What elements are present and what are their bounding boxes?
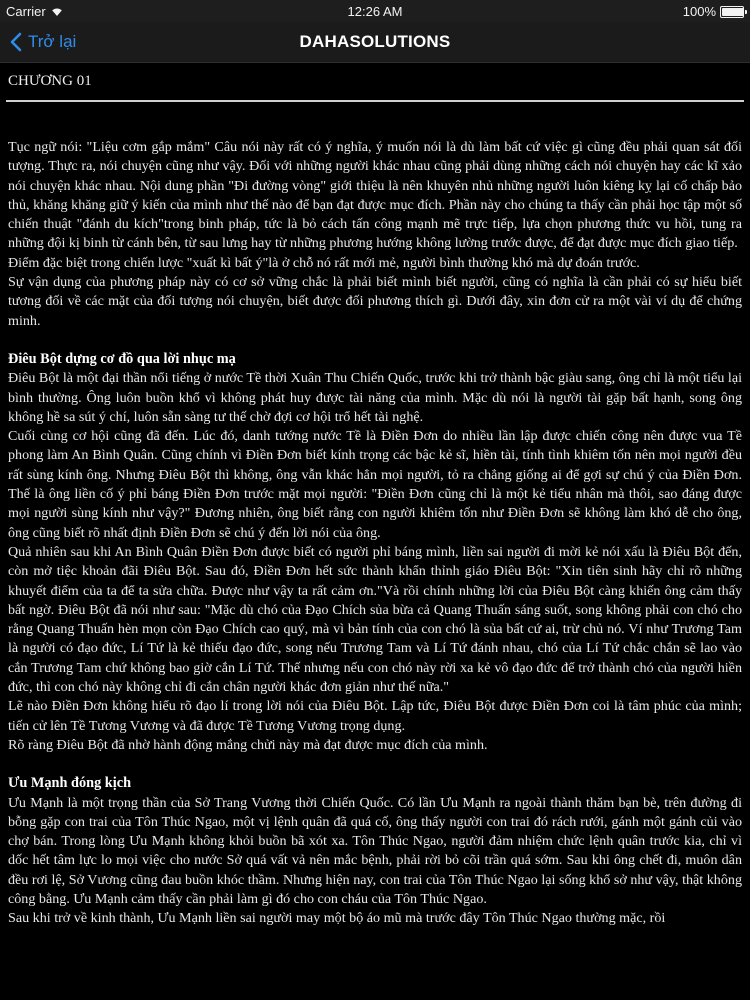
article-body — [0, 138, 750, 929]
paragraph: Lẽ nào Điền Đơn không hiểu rõ đạo lí trong lời nói của Điêu Bột. Lập tức, Điêu Bột được Điền Đơn coi là tâm phúc của mình; tiến cử lên Tề Tương Vương và đã được Tề Tương Vương trọng dụng. — [8, 698, 742, 734]
back-label: Trở lại — [28, 32, 77, 51]
clock: 12:26 AM — [347, 4, 403, 19]
navigation-bar — [0, 22, 750, 63]
paragraph: Cuối cùng cơ hội cũng đã đến. Lúc đó, danh tướng nước Tề là Điền Đơn do nhiều lần lập được chiến công nên được vua Tề phong làm An Bình Quân. Cũng chính vì Điền Đơn biết kính trọng các bậc kẻ sĩ, hiền tài, tính tình khiêm tốn nên mọi người đều rất sùng kính ông. Nhưng Điêu Bột thì không, ông vẫn khác hẳn mọi người, tỏ ra chẳng giống ai để gợi sự chú ý của Điền Đơn. Thế là ông liền cố ý phỉ báng Điền Đơn trước mặt mọi người: "Điền Đơn cũng chỉ là một kẻ tiểu nhân mà thôi, sao đáng được mọi người sùng kính như vậy?" Đương nhiên, ông biết rằng con người khiêm tốn như Điền Đơn sẽ không làm khó dễ cho ông, ông cũng biết rõ nhất định Điền Đơn sẽ chú ý đến lời nói của ông. — [8, 428, 742, 541]
paragraph: Tục ngữ nói: "Liệu cơm gắp mắm" Câu nói này rất có ý nghĩa, ý muốn nói là dù làm bất cứ việc gì cũng đều phải quan sát đối tượng. Thực ra, nói chuyện cũng như vậy. Đối với những người khác nhau cũng phải dùng những cách nói chuyện hay các kĩ xảo nói chuyện khác nhau. Nội dung phần "Đi đường vòng" giới thiệu là nên khuyên nhủ những người luôn kiêng kỵ lại cố chấp bảo thủ, khăng khăng giữ ý kiến của mình như thế nào để bạn đạt được mục đích. Phần này cho chúng ta thấy cần phải học tập một số chiến thuật "đánh du kích"trong binh pháp, tức là bỏ cách tấn công mạnh mẽ trực tiếp, lựa chọn phương thức vu hồi, tung ra những đội kị binh từ cánh bên, từ sau lưng hay từ những phương hướng không lường trước được, để đạt được mục đích giao tiếp. — [8, 139, 742, 252]
battery-level — [722, 8, 744, 16]
divider — [6, 100, 744, 102]
paragraph: Rõ ràng Điêu Bột đã nhờ hành động mắng chửi này mà đạt được mục đích của mình. — [8, 736, 488, 753]
paragraph: Ưu Mạnh là một trọng thần của Sở Trang Vương thời Chiến Quốc. Có lần Ưu Mạnh ra ngoài thành thăm bạn bè, trên đường đi bỗng gặp con trai của Tôn Thúc Ngao, một vị lệnh quân đã quá cố, ông thấy người con trai đó rách rưới, gánh một gánh củi vào chợ bán. Trong lòng Ưu Mạnh không khỏi buồn bã xót xa. Tôn Thúc Ngao, người đảm nhiệm chức lệnh quân trước kia, chỉ vì dốc hết tâm lực lo mọi việc cho nước Sở quá vất vả nên mắc bệnh, phải rời bỏ cõi trần quá sớm. Sau khi ông chết đi, muôn dân đều rơi lệ, Sở Vương cũng đau buồn khóc thầm. Nhưng hiện nay, con trai của Tôn Thúc Ngao lại sống khổ sở như vậy, thật không công bằng. Ưu Mạnh cảm thấy cần phải làm gì đó cho con cháu của Tôn Thúc Ngao. — [8, 794, 742, 907]
page-title: DAHASOLUTIONS — [299, 32, 451, 51]
section-heading: Ưu Mạnh đóng kịch — [8, 775, 132, 792]
paragraph: Điểm đặc biệt trong chiến lược "xuất kì bất ý"là ở chỗ nó rất mới mẻ, người bình thường khó mà dự đoán trước. — [8, 254, 640, 271]
chapter-title: CHƯƠNG 01 — [8, 73, 92, 89]
spacer — [8, 755, 742, 774]
paragraph: Sau khi trở về kinh thành, Ưu Mạnh liền sai người may một bộ áo mũ mà trước đây Tôn Thúc Ngao thường mặc, rồi — [8, 910, 666, 927]
reader-content[interactable] — [0, 63, 750, 1000]
paragraph: Điêu Bột là một đại thần nổi tiếng ở nước Tề thời Xuân Thu Chiến Quốc, trước khi trở thành bậc giàu sang, ông chỉ là một tiểu lại bình thường. Ông luôn buồn khổ vì không phát huy được tài năng của mình. Mặc dù nói là người tài gặp bất hạnh, song ông không hề sa sút ý chí, luôn sẵn sàng tư thế chờ đợi cơ hội trổ hết tài nghệ. — [8, 370, 742, 425]
paragraph: Quả nhiên sau khi An Bình Quân Điền Đơn được biết có người phỉ báng mình, liền sai người đi mời kẻ nói xấu là Điêu Bột đến, còn mở tiệc khoản đãi Điêu Bột. Sau đó, Điền Đơn hết sức thành khẩn thỉnh giáo Điêu Bột: "Xin tiên sinh hãy chỉ rõ những khuyết điểm của ta để ta sửa chữa. Được như vậy ta rất cảm ơn."Và rồi chính những lời của Điêu Bột càng khiến ông cảm thấy bất ngờ. Điêu Bột đã nói như sau: "Mặc dù chó của Đạo Chích sủa bừa cả Quang Thuấn sáng suốt, song không phải con chó cho rằng Quang Thuấn hèn mọn còn Đạo Chích cao quý, mà vì bản tính của con chó là sủa bất cứ ai, trừ chủ nó. Ví như Trương Tam là người có đạo đức, Lí Tứ là kẻ thiếu đạo đức, song nếu Trương Tam và Lí Tứ đánh nhau, chó của Lí Tứ chắc chắn sẽ lao vào cắn Trương Tam chứ không bao giờ cắn Lí Tứ. Thế nhưng nếu con chó này rời xa kẻ vô đạo đức để trở thành chó của người hiền đức, thì con chó này không chỉ đi cắn chân người khác đơn giản như thế nữa." — [8, 543, 742, 696]
battery-percent: 100% — [682, 4, 716, 19]
spacer — [8, 331, 742, 350]
section-heading: Điêu Bột dựng cơ đồ qua lời nhục mạ — [8, 350, 236, 367]
battery-icon — [720, 6, 744, 18]
paragraph: Sự vận dụng của phương pháp này có cơ sở vững chắc là phải biết mình biết người, cũng có nghĩa là cần phải có sự hiểu biết tương đối về các mặt của đối tượng nói chuyện, biết được đối phương thích gì. Dưới đây, xin đơn cử ra một vài ví dụ để chứng minh. — [8, 274, 742, 329]
carrier-label: Carrier — [6, 4, 46, 19]
status-bar — [0, 0, 750, 22]
